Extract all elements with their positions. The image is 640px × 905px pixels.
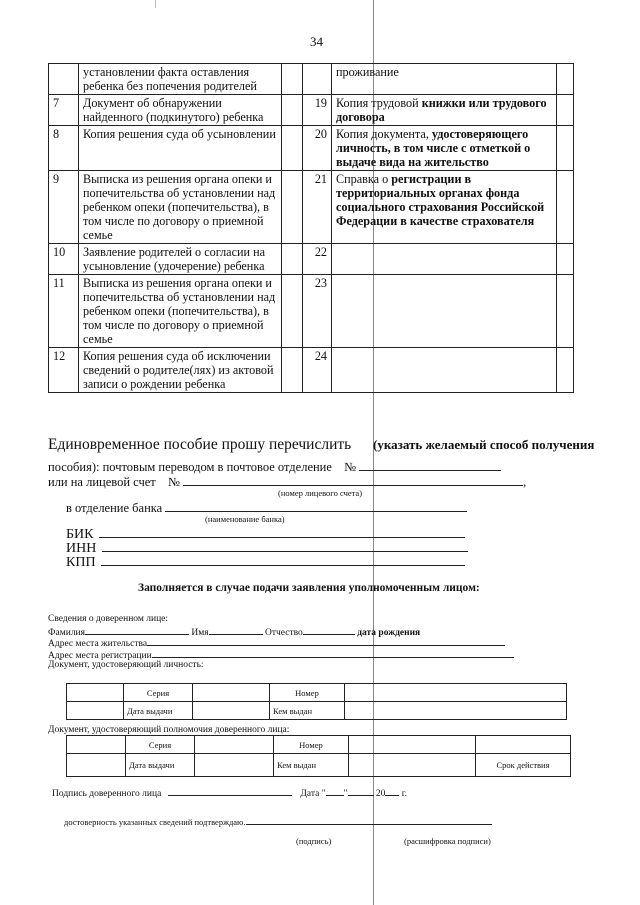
- signature-field[interactable]: [168, 786, 292, 796]
- auth-number-field[interactable]: [349, 736, 476, 754]
- account-caption: (номер лицевого счета): [278, 488, 363, 498]
- table-row: [49, 244, 574, 275]
- row-document-right-text: Копия трудовой: [336, 96, 422, 110]
- account-label: или на лицевой счет: [48, 475, 156, 489]
- row-document-left: Заявление родителей о согласии на усыновление (удочерение) ребенка: [79, 244, 282, 275]
- account-number-sign: №: [168, 475, 180, 489]
- auth-issued-by-field[interactable]: [349, 754, 476, 777]
- auth-issue-date-label: Дата выдачи: [126, 754, 195, 777]
- row-document-right: [332, 348, 557, 393]
- id-document-table: [66, 683, 567, 720]
- row-checkbox-left[interactable]: [282, 244, 303, 275]
- row-document-right: [332, 64, 557, 95]
- row-document-right-text: Справка о: [336, 172, 392, 186]
- table-row: [49, 171, 574, 244]
- signature-line: [52, 786, 407, 799]
- sign-caption: (подпись): [296, 836, 332, 846]
- confirm-field[interactable]: [246, 816, 492, 825]
- row-checkbox-right[interactable]: [557, 244, 574, 275]
- row-document-right-bold: удостоверяющего личность, в том числе с отметкой о выдаче вида на жительство: [336, 127, 531, 169]
- date-day-field[interactable]: [326, 786, 344, 796]
- patronymic-field[interactable]: [303, 625, 355, 635]
- row-document-left: Документ об обнаружении найденного (подкинутого) ребенка: [79, 95, 282, 126]
- post-office-field[interactable]: [359, 459, 501, 471]
- auth-blank-cell: [67, 736, 126, 754]
- bik-label: БИК: [66, 527, 94, 542]
- year-prefix: 20: [375, 789, 386, 799]
- row-checkbox-left[interactable]: [282, 95, 303, 126]
- row-document-left: Копия решения суда об усыновлении: [79, 126, 282, 171]
- row-number: 9: [49, 171, 79, 244]
- auth-series-label: Серия: [126, 736, 195, 754]
- id-blank-cell: [67, 702, 124, 720]
- payment-heading: [48, 436, 594, 454]
- row-document-right-text: Копия документа,: [336, 127, 432, 141]
- payment-heading-tail: (указать желаемый способ получения: [372, 437, 595, 452]
- row-document-left: установлении факта оставления ребенка без попечения родителей: [79, 64, 282, 95]
- auth-issue-date-field[interactable]: [195, 754, 274, 777]
- row-number: [49, 64, 79, 95]
- confirm-line: [64, 816, 492, 827]
- row-checkbox-left[interactable]: [282, 126, 303, 171]
- bik-field[interactable]: [99, 526, 465, 538]
- postal-transfer-label: пособия): почтовым переводом в почтовое отделение: [48, 460, 332, 474]
- residence-field[interactable]: [147, 636, 505, 646]
- row-checkbox-left[interactable]: [282, 171, 303, 244]
- row-document-right-bold: регистрации в территориальных органах фонда социального страхования Российской Федерации в качестве страхователя: [336, 172, 545, 228]
- table-row: [49, 126, 574, 171]
- authority-doc-label: Документ, удостоверяющий полномочия доверенного лица:: [48, 725, 290, 735]
- date-quote-open: ": [321, 789, 326, 799]
- birth-date-label: дата рождения: [357, 628, 421, 638]
- name-field[interactable]: [209, 625, 263, 635]
- row-number-right: 20: [303, 126, 332, 171]
- row-number-right: 23: [303, 275, 332, 348]
- id-issue-date-field[interactable]: [193, 702, 270, 720]
- row-number: 10: [49, 244, 79, 275]
- payment-heading-text: Единовременное пособие прошу перечислить: [48, 436, 352, 453]
- row-document-left: Выписка из решения органа опеки и попечительства об установлении над ребенком опеки (попечительства), в том числе по договору о приемной семье: [79, 275, 282, 348]
- row-checkbox-right[interactable]: [557, 171, 574, 244]
- id-issued-by-label: Кем выдан: [270, 702, 345, 720]
- row-document-right: [332, 95, 557, 126]
- auth-validity-label: Срок действия: [476, 754, 571, 777]
- id-series-label: Серия: [124, 684, 193, 702]
- confirm-text: достоверность указанных сведений подтверждаю.: [64, 817, 246, 827]
- id-series-field[interactable]: [193, 684, 270, 702]
- kpp-label: КПП: [66, 555, 96, 570]
- table-row: [49, 64, 574, 95]
- row-document-right: [332, 275, 557, 348]
- row-document-left: Копия решения суда об исключении сведений о родителе(лях) из актовой записи о рождении ребенка: [79, 348, 282, 393]
- row-checkbox-right[interactable]: [557, 275, 574, 348]
- row-number-right: [303, 64, 332, 95]
- row-number-right: 24: [303, 348, 332, 393]
- row-checkbox-right[interactable]: [557, 126, 574, 171]
- id-doc-label: Документ, удостоверяющий личность:: [48, 660, 204, 670]
- authority-document-table: [66, 735, 571, 777]
- kpp-field[interactable]: [101, 554, 465, 566]
- table-row: [49, 275, 574, 348]
- id-issue-date-label: Дата выдачи: [124, 702, 193, 720]
- signature-label: Подпись доверенного лица: [52, 789, 162, 799]
- postal-number-sign: №: [344, 460, 357, 474]
- registration-field[interactable]: [152, 648, 514, 658]
- row-checkbox-left[interactable]: [282, 275, 303, 348]
- id-number-label: Номер: [270, 684, 345, 702]
- row-number: 12: [49, 348, 79, 393]
- registration-label: Адрес места регистрации: [48, 651, 152, 661]
- id-issued-by-field[interactable]: [345, 702, 567, 720]
- row-document-right-bold: книжки или трудового договора: [336, 96, 547, 124]
- id-blank-cell: [67, 684, 124, 702]
- row-checkbox-right[interactable]: [557, 348, 574, 393]
- row-number-right: 19: [303, 95, 332, 126]
- date-label: Дата: [300, 789, 320, 799]
- row-number-right: 22: [303, 244, 332, 275]
- date-month-field[interactable]: [348, 786, 374, 796]
- row-checkbox-right[interactable]: [557, 64, 574, 95]
- name-label: Имя: [191, 628, 209, 638]
- bank-name-field[interactable]: [165, 500, 467, 512]
- row-checkbox-left[interactable]: [282, 348, 303, 393]
- residence-label: Адрес места жительства: [48, 639, 148, 649]
- decode-caption: (расшифровка подписи): [404, 836, 491, 846]
- year-suffix: г.: [401, 789, 407, 799]
- row-document-right-text: проживание: [336, 65, 399, 79]
- inn-label: ИНН: [66, 541, 97, 556]
- row-number: 8: [49, 126, 79, 171]
- proxy-section-title: Заполняется в случае подачи заявления уполномоченным лицом:: [138, 582, 480, 594]
- documents-table: [48, 63, 574, 393]
- row-checkbox-right[interactable]: [557, 95, 574, 126]
- account-line-comma: ,: [523, 475, 527, 489]
- surname-label: Фамилия: [48, 628, 86, 638]
- row-document-right: [332, 126, 557, 171]
- row-number-right: 21: [303, 171, 332, 244]
- table-row: [49, 348, 574, 393]
- auth-validity-field[interactable]: [476, 736, 571, 754]
- row-number: 11: [49, 275, 79, 348]
- patronymic-label: Отчество: [265, 628, 303, 638]
- id-number-field[interactable]: [345, 684, 567, 702]
- account-number-field[interactable]: [183, 474, 523, 486]
- auth-series-field[interactable]: [195, 736, 274, 754]
- page-mark: [155, 0, 156, 8]
- auth-issued-by-label: Кем выдан: [274, 754, 349, 777]
- page-number: 34: [310, 34, 323, 49]
- postal-transfer-line: [48, 459, 501, 475]
- auth-blank-cell: [67, 754, 126, 777]
- row-document-right: [332, 244, 557, 275]
- surname-field[interactable]: [85, 625, 189, 635]
- auth-number-label: Номер: [274, 736, 349, 754]
- date-year-field[interactable]: [385, 786, 399, 796]
- row-number: 7: [49, 95, 79, 126]
- proxy-info-label: Сведения о доверенном лице:: [48, 614, 169, 624]
- date-quote-close: ": [343, 789, 348, 799]
- row-checkbox-left[interactable]: [282, 64, 303, 95]
- bank-caption: (наименование банка): [205, 514, 285, 524]
- row-document-right: [332, 171, 557, 244]
- table-row: [49, 95, 574, 126]
- kpp-line: [66, 554, 465, 571]
- bank-label: в отделение банка: [66, 501, 163, 515]
- row-document-left: Выписка из решения органа опеки и попечительства об установлении над ребенком опеки (попечительства), в том числе по договору о приемной семье: [79, 171, 282, 244]
- inn-field[interactable]: [102, 540, 468, 552]
